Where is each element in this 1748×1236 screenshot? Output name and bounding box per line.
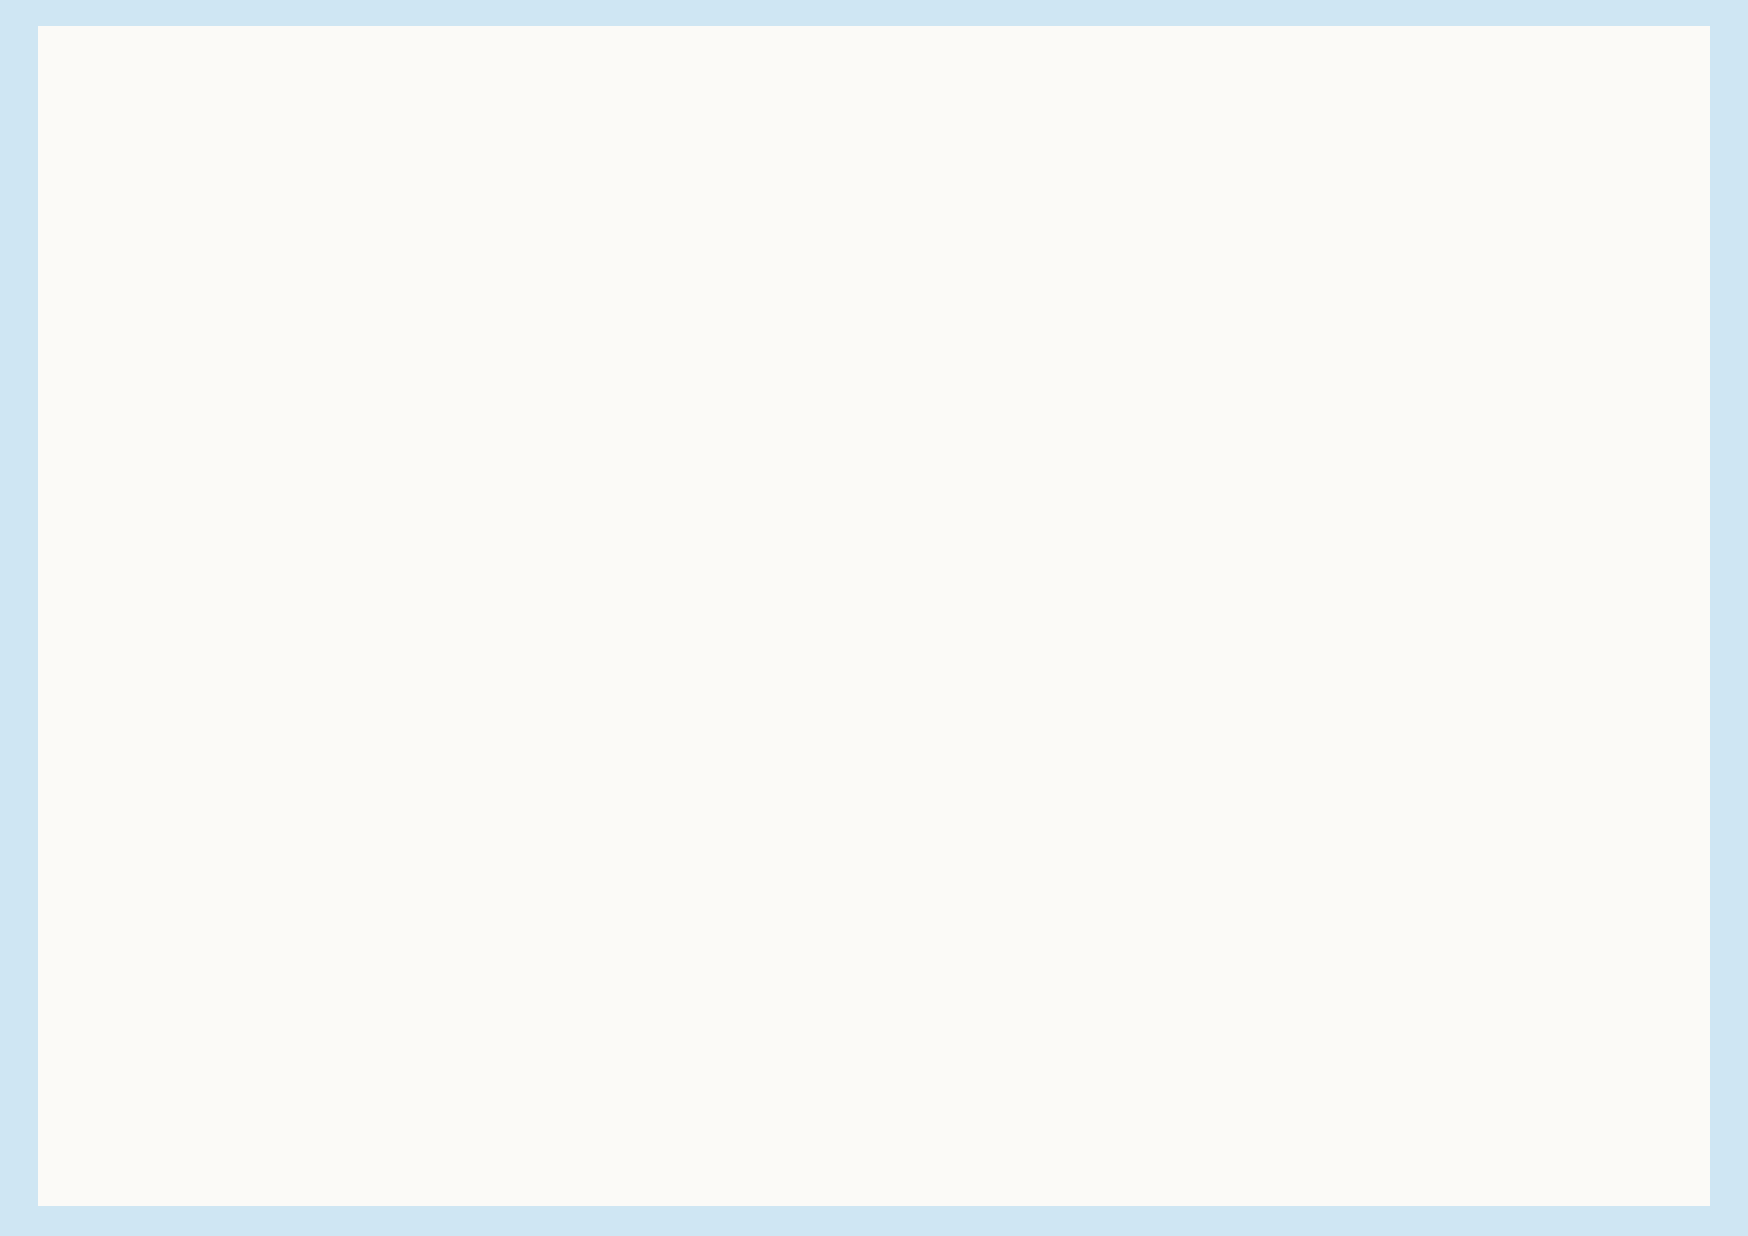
bottom-garland [0,1050,1748,1236]
paper-background [38,26,1710,1206]
top-garland [0,0,1748,190]
